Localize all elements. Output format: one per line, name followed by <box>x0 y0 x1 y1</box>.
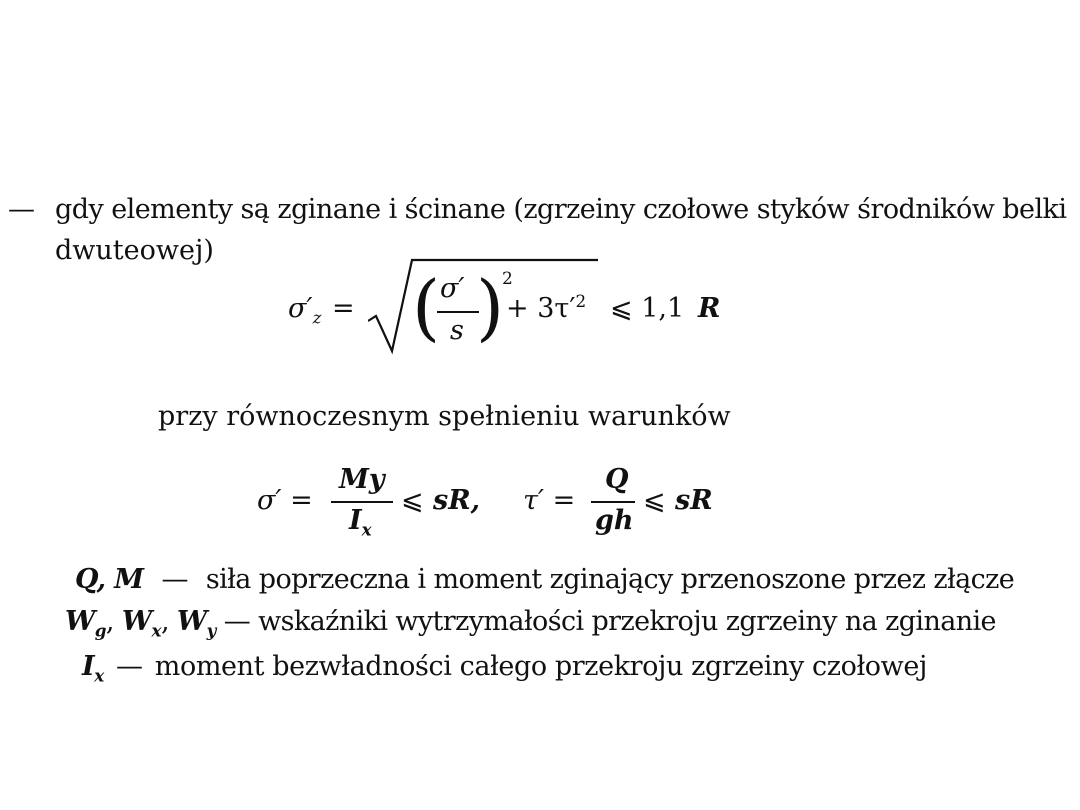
formula1-rhs: R <box>698 293 721 324</box>
condition-text: przy równoczesnym spełnieniu warunków <box>158 401 731 432</box>
formula1-equals: = <box>332 293 355 324</box>
formula1-lhs: $\sigma'_z$ <box>288 293 322 328</box>
formula2-a-lhs: σ′ = <box>257 485 313 516</box>
square-exponent: 2 <box>502 269 513 289</box>
formula1-relation: ⩽ 1,1 <box>610 293 685 324</box>
formula2-b-relation: ⩽ <box>643 485 666 516</box>
fraction-numerator: σ′ <box>440 273 465 304</box>
formula2-b-rhs: sR <box>675 485 713 516</box>
formula2-b-numerator: Q <box>605 464 629 495</box>
definition-symbol-ix: $I_x$ <box>82 651 104 686</box>
definition-symbol-wg: $W_g$ <box>65 606 106 641</box>
right-paren: ) <box>476 265 505 349</box>
definition-moment-of-inertia <box>82 651 927 686</box>
definition-symbol-wx: $W_x$ <box>121 606 161 641</box>
formula2-a-numerator: My <box>339 464 385 495</box>
intro-dash: — <box>8 194 35 225</box>
definition-text: wskaźniki wytrzymałości przekroju zgrzeiny na zginanie <box>258 606 996 637</box>
definition-text: moment bezwładności całego przekroju zgrzeiny czołowej <box>154 651 927 682</box>
fraction-denominator: s <box>450 315 464 346</box>
formula2-b-lhs: τ′ = <box>523 485 576 516</box>
formula2-b-fraction-bar <box>591 501 635 503</box>
left-paren: ( <box>412 265 441 349</box>
intro-line-2: dwuteowej) <box>55 235 214 266</box>
formula2-a-fraction-bar <box>331 501 393 503</box>
formula1-plus-term: + $3\tau'^2$ <box>506 291 587 324</box>
formula2-a-denominator: $I_x$ <box>349 505 372 540</box>
definition-dash: — <box>116 651 143 682</box>
intro-line-1: gdy elementy są zginane i ścinane (zgrzeiny czołowe styków środników belki <box>55 194 1067 225</box>
formula2-a-relation: ⩽ <box>401 485 424 516</box>
definition-symbol-wy: $W_y$ <box>176 606 216 641</box>
formula2-b-denominator: gh <box>595 505 634 536</box>
definition-symbols: Q, M <box>75 564 144 595</box>
formula-reduced-stress <box>280 255 730 365</box>
definition-dash: — <box>161 564 188 595</box>
definition-text: siła poprzeczna i moment zginający przenoszone przez złącze <box>205 564 1015 595</box>
fraction-bar <box>437 311 479 313</box>
formula2-a-rhs: sR, <box>433 485 481 516</box>
definition-section-moduli: $W_g$, $W_x$, $W_y$ — wskaźniki wytrzymałości przekroju zgrzeiny na zginanie <box>65 606 996 641</box>
definition-dash: — <box>223 606 251 637</box>
formula-conditions <box>255 462 735 542</box>
definition-shear-moment <box>75 566 1014 593</box>
